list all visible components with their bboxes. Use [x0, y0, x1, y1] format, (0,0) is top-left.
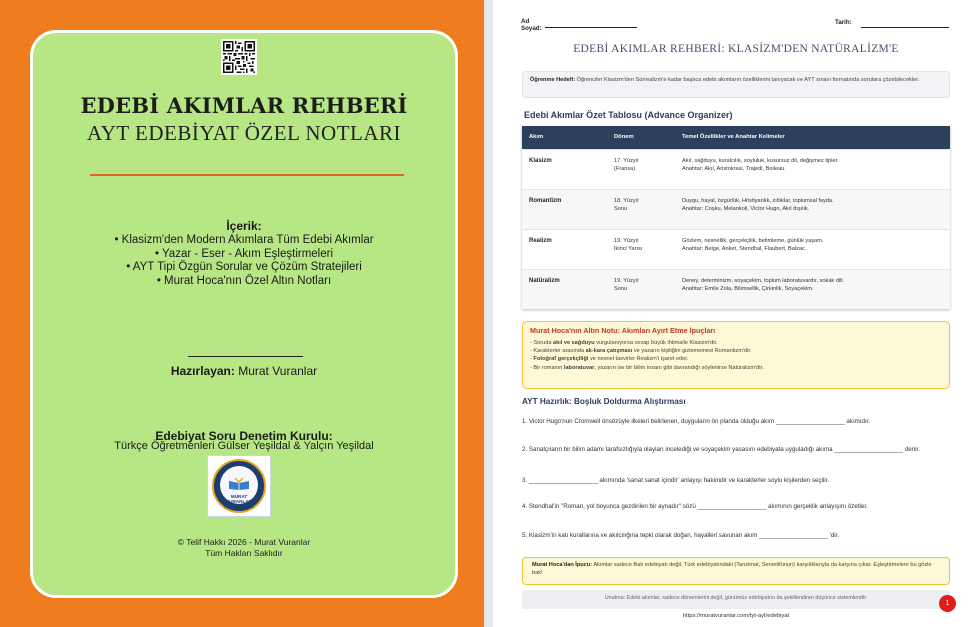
- contents-list: [33, 234, 455, 288]
- question: 4. Stendhal'in "Roman, yol boyunca gezdirilen bir aynadır" sözü ____________________ akımının gerçeklik anlayışını özetler.: [522, 503, 868, 510]
- gold-note-box: [522, 321, 950, 389]
- author-name: Murat Vuranlar: [234, 364, 318, 378]
- table-header-row: [522, 126, 950, 149]
- donem-cell: [607, 269, 675, 309]
- table-row: [522, 229, 950, 269]
- gold-note-title: Murat Hoca'nın Altın Notu: Akımları Ayırt Etme İpuçları: [530, 326, 716, 335]
- goal-label: Öğrenme Hedefi:: [530, 77, 576, 83]
- contents-item: • Murat Hoca'nın Özel Altın Notları: [156, 274, 332, 287]
- copyright-line: Tüm Hakları Saklıdır: [205, 548, 283, 558]
- donem-cell: [607, 229, 675, 269]
- board-heading: Edebiyat Soru Denetim Kurulu:: [155, 429, 333, 443]
- donem-line: 19. Yüzyıl: [614, 237, 639, 244]
- column-header: Temel Özellikler ve Anahtar Kelimeler: [675, 126, 950, 149]
- gold-note-item: - Karakterler arasında ak-kara çatışması ve yazarın kişiliğini gizlememesi Romantizm'dir.: [530, 348, 752, 355]
- divider: [188, 356, 303, 357]
- cover-subtitle: AYT EDEBİYAT ÖZEL NOTLARI: [86, 121, 402, 145]
- donem-line: 19. Yüzyıl: [614, 277, 639, 284]
- anahtar-text: Anahtar: Coşku, Melankoli, Victor Hugo, Akıl dışılık.: [682, 205, 810, 212]
- summary-table: [522, 126, 950, 309]
- gold-note-item: - Fotoğraf gerçekçiliği ve nesnel tasvirler Realizm'i işaret eder.: [530, 356, 689, 363]
- divider: [90, 174, 404, 176]
- table-heading: Edebi Akımlar Özet Tablosu (Advance Organizer): [524, 110, 733, 120]
- gold-note-item: - Bir romanın laboratuvar, yazarın ise bir bilim insanı gibi davrandığı söylenirse Natüralizm'dir.: [530, 364, 764, 371]
- name-label: Ad Soyad:: [521, 18, 542, 32]
- table-row: [522, 149, 950, 189]
- gold-note-item: - Soruda akıl ve sağduyu vurgulanıyorsa cevap büyük ihtimalle Klasizm'dir.: [530, 340, 718, 346]
- ozellik-text: Deney, determinizm, soyaçekim, toplum laboratuvardır, sokak dili.: [682, 277, 845, 284]
- akim-cell: Realizm: [522, 229, 607, 269]
- page-number-badge[interactable]: 1: [939, 595, 956, 612]
- book-icon: [228, 478, 250, 490]
- page-title: EDEBİ AKIMLAR REHBERİ: KLASİZM'DEN NATÜRALİZM'E: [573, 43, 899, 55]
- gold-note-list: [530, 339, 942, 372]
- question: 1. Victor Hugo'nun Cromwell önsözüyle ilkeleri belirlenen, duyguların ön planda olduğu akım ____________________ akımıdır.: [522, 418, 871, 425]
- ozellik-cell: [675, 149, 950, 189]
- ozellik-cell: [675, 189, 950, 229]
- ozellik-cell: [675, 269, 950, 309]
- table-row: [522, 269, 950, 309]
- akim-cell: Romantizm: [522, 189, 607, 229]
- question: 5. Klasizm'in katı kurallarına ve akılcılığına tepki olarak doğan, hayalleri savunan akım ____________________ 'dir.: [522, 532, 840, 539]
- copyright: [33, 537, 455, 559]
- ozellik-text: Duygu, hayal, özgürlük, Hristiyanlık, zıtlıklar, toplumsal fayda.: [682, 197, 834, 204]
- donem-line: 17. Yüzyıl: [614, 157, 639, 164]
- cover-card: [30, 30, 458, 598]
- logo-text: MURAT VURANLAR: [226, 494, 252, 504]
- contents-item: • Klasizm'den Modern Akımlara Tüm Edebi Akımlar: [114, 234, 374, 246]
- exercise-heading: AYT Hazırlık: Boşluk Doldurma Alıştırması: [522, 397, 686, 406]
- cover-title: EDEBİ AKIMLAR REHBERİ: [80, 93, 408, 118]
- donem-cell: [607, 189, 675, 229]
- table-row: [522, 189, 950, 229]
- contents-item: • Yazar - Eser - Akım Eşleştirmeleri: [154, 247, 334, 260]
- goal-text: Öğrenciler Klasizm'den Sürrealizm'e kadar başlıca edebi akımların özelliklerini tanıyacak ve AYT sınavı formatında sorulara çözebilecekler.: [575, 77, 920, 83]
- copyright-line: © Telif Hakkı 2026 - Murat Vuranlar: [177, 537, 311, 547]
- learning-goal-box: [522, 71, 950, 98]
- tip-text: Akımlar sadece Batı edebiyatı değil, Türk edebiyatındaki (Tanzimat, Servetifünun) karşılıklarıyla da karşına çıkar. Eşleştirmelere bu gözle bak!: [532, 562, 932, 576]
- contents-item: • AYT Tipi Özgün Sorular ve Çözüm Stratejileri: [126, 261, 362, 274]
- donem-line: Sonu: [614, 285, 628, 292]
- author-label: Hazırlayan:: [170, 364, 235, 378]
- ozellik-cell: [675, 229, 950, 269]
- donem-line: Sonu: [614, 205, 628, 212]
- donem-line: 18. Yüzyıl: [614, 197, 639, 204]
- donem-line: İkinci Yarısı: [614, 245, 643, 252]
- footer-note: Unutma: Edebi akımlar, sadece dönemlerini değil, günümüz edebiyatını da şekillendiren düşünce sistemleridir.: [522, 590, 950, 609]
- anahtar-text: Anahtar: Akıl, Aristokrasi, Trajedi, Boileau.: [682, 165, 786, 172]
- donem-line: (Fransa): [614, 165, 636, 172]
- anahtar-text: Anahtar: Emile Zola, Bilimsellik, Çirkinlik, Soyaçekim.: [682, 285, 814, 292]
- footer-url[interactable]: https://muratvuranlar.com/tyt-ayt/edebiyat: [682, 613, 790, 619]
- tip-label: Murat Hoca'dan İpucu:: [532, 562, 593, 568]
- qr-code-icon: [221, 39, 257, 75]
- date-label: Tarih:: [835, 19, 852, 26]
- column-header: Akım: [522, 126, 607, 149]
- akim-cell: Natüralizm: [522, 269, 607, 309]
- date-field[interactable]: [861, 27, 949, 28]
- donem-cell: [607, 149, 675, 189]
- author-line: [33, 364, 455, 378]
- board-names: Türkçe Öğretmenleri Gülser Yeşildal & Yalçın Yeşildal: [114, 440, 374, 452]
- akim-cell: Klasizm: [522, 149, 607, 189]
- ozellik-text: Gözlem, nesnellik, gerçekçilik, betimleme, günlük yaşam.: [682, 237, 824, 244]
- anahtar-text: Anahtar: Belge, Anket, Stendhal, Flaubert, Balzac.: [682, 245, 807, 252]
- brand-logo: [207, 455, 271, 517]
- question: 3. ____________________ akımında 'sanat sanat içindir' anlayışı hakimdir ve karakterler soylu kişilerden seçilir.: [522, 477, 830, 484]
- column-header: Dönem: [607, 126, 675, 149]
- worksheet-page: [493, 0, 979, 627]
- tip-box: [522, 557, 950, 585]
- contents-heading: İçerik:: [226, 219, 262, 233]
- logo-subtext: EĞİTİM PLATFORMU: [224, 505, 254, 509]
- question: 2. Sanatçıların bir bilim adamı tarafsızlığıyla olayları incelediği ve soyaçekim yasasını edebiyata uyguladığı akıma ____________________ denir.: [522, 446, 920, 453]
- ozellik-text: Akıl, sağduyu, kuralcılık, soyluluk, kusursuz dil, değişmez tipler.: [682, 157, 839, 164]
- cover-page: [0, 0, 484, 627]
- name-field[interactable]: [545, 27, 637, 28]
